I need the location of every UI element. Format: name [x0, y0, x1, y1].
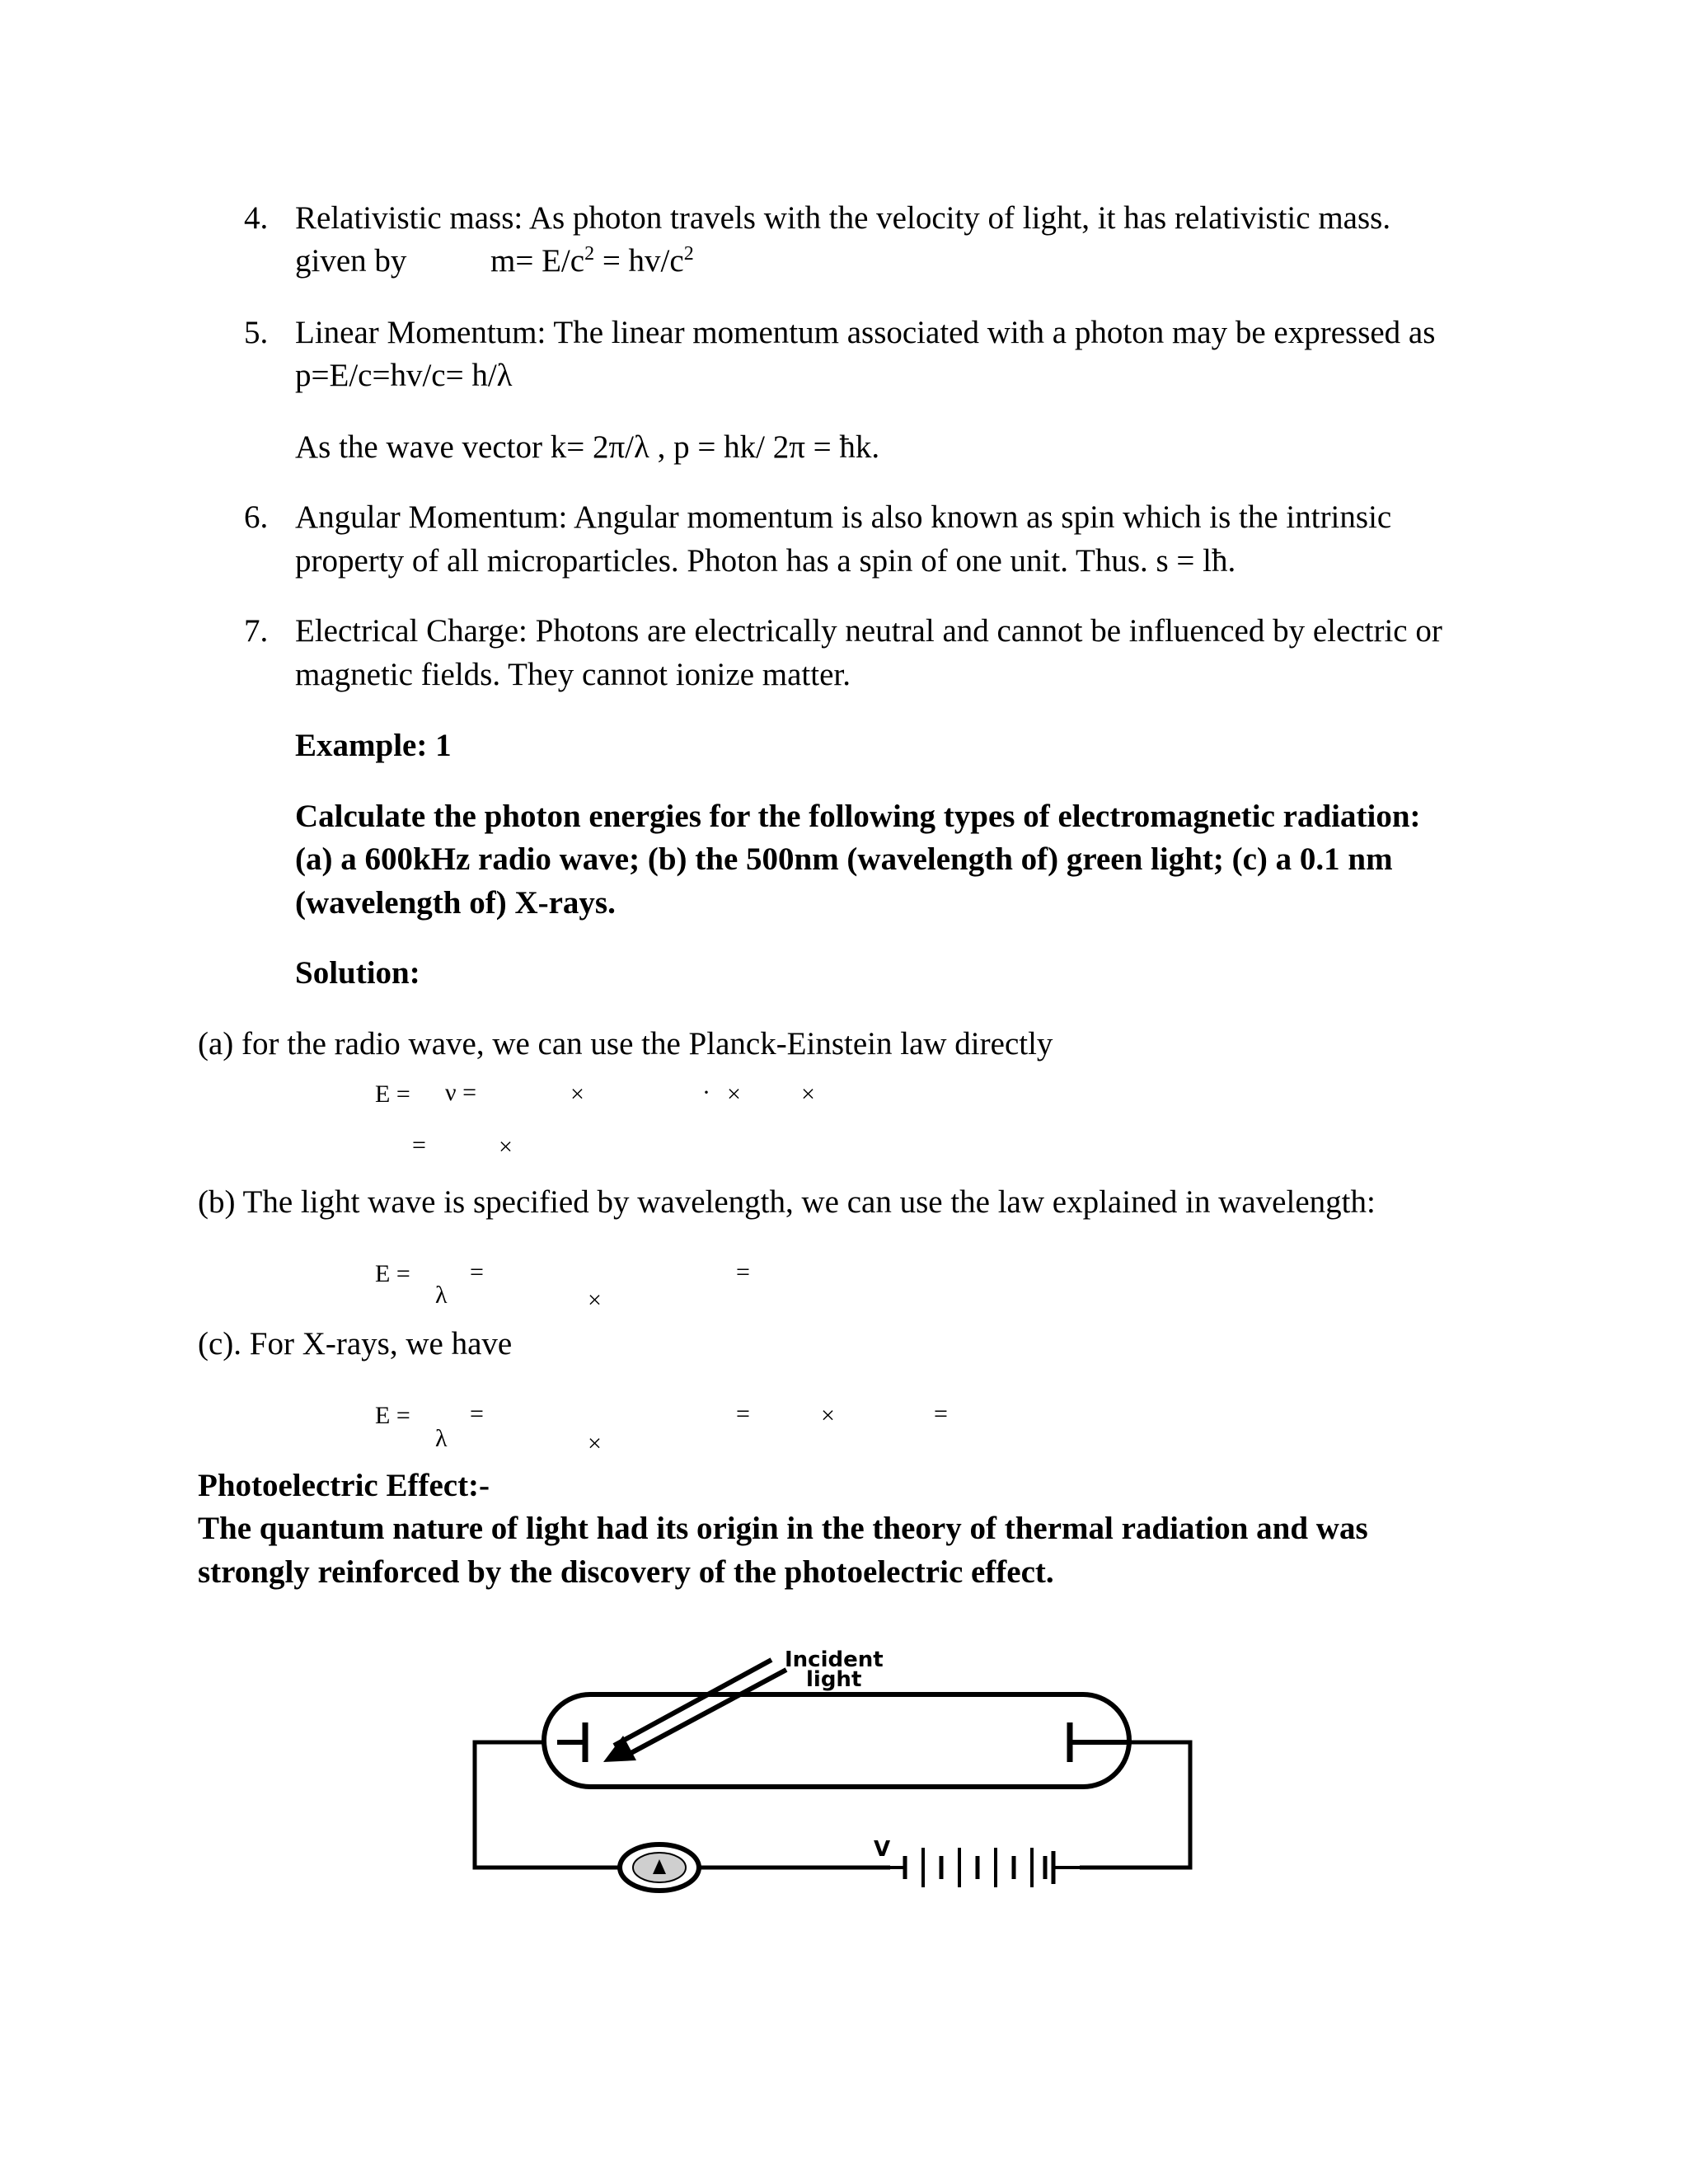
part-c-eq-2: = [736, 1400, 750, 1427]
photoelectric-line1: The quantum nature of light had its origin in the theory of thermal radiation and was [198, 1511, 1368, 1546]
item-5-line3: As the wave vector k= 2π/λ , p = hk/ 2π = ħk. [295, 429, 880, 465]
item-6-number: 6. [244, 499, 269, 535]
part-c-lambda: λ [435, 1425, 448, 1452]
item-5-line2: p=E/c=hv/c= h/λ [295, 358, 513, 393]
part-a-times-3: × [801, 1080, 815, 1108]
item-4-number: 4. [244, 200, 269, 236]
part-a-eq-2: = [412, 1132, 426, 1159]
part-b-eq-1: = [470, 1258, 484, 1286]
photoelectric-line2: strongly reinforced by the discovery of the photoelectric effect. [198, 1554, 1054, 1590]
voltage-label: V [874, 1837, 891, 1862]
item-7-line1: Electrical Charge: Photons are electrically neutral and cannot be influenced by electric or [295, 613, 1442, 649]
example-question-line2: (a) a 600kHz radio wave; (b) the 500nm (wavelength of) green light; (c) a 0.1 nm [295, 841, 1393, 877]
item-5-number: 5. [244, 315, 269, 350]
item-4-line2-lead: given by [295, 243, 407, 279]
part-a-times-2: × [727, 1080, 741, 1108]
vacuum-tube [544, 1694, 1129, 1787]
part-a-nu-eq: ν = [445, 1079, 476, 1106]
part-c-times-1: × [588, 1430, 602, 1457]
item-5-line1: Linear Momentum: The linear momentum associated with a photon may be expressed as [295, 315, 1436, 350]
item-6-line1: Angular Momentum: Angular momentum is also known as spin which is the intrinsic [295, 499, 1392, 535]
formula-m: m= E/c [490, 243, 585, 279]
photoelectric-apparatus-diagram [462, 1640, 1319, 1920]
part-b-eq-2: = [736, 1258, 750, 1286]
item-4-line1: Relativistic mass: As photon travels with the velocity of light, it has relativistic mass. [295, 200, 1391, 236]
example-question-line1: Calculate the photon energies for the following types of electromagnetic radiation: [295, 799, 1421, 834]
solution-heading: Solution: [295, 955, 420, 991]
example-question-line3: (wavelength of) X-rays. [295, 885, 616, 921]
part-c-text: (c). For X-rays, we have [198, 1326, 513, 1361]
part-c-eq-1: = [470, 1400, 484, 1427]
part-b-E-eq: E = [375, 1260, 410, 1287]
part-b-lambda: λ [435, 1282, 448, 1309]
part-a-text: (a) for the radio wave, we can use the Planck-Einstein law directly [198, 1026, 1053, 1062]
formula-exp-1: 2 [584, 243, 595, 265]
formula-exp-2: 2 [683, 243, 694, 265]
part-a-E-eq: E = [375, 1080, 410, 1108]
item-7-number: 7. [244, 613, 269, 649]
formula-mid: = hv/c [594, 243, 684, 279]
circuit-wire-right [1080, 1742, 1190, 1868]
part-a-times-4: × [499, 1133, 513, 1160]
part-c-times-2: × [821, 1402, 835, 1429]
part-c-eq-3: = [934, 1400, 948, 1427]
example-heading: Example: 1 [295, 728, 452, 763]
incident-light-label-line2: light [806, 1667, 862, 1692]
relativistic-mass-formula [490, 245, 694, 277]
item-7-line2: magnetic fields. They cannot ionize matter. [295, 657, 851, 692]
part-b-text: (b) The light wave is specified by wavelength, we can use the law explained in wavelength: [198, 1184, 1376, 1220]
incident-light-ray-2 [626, 1670, 786, 1755]
incident-light-ray-1 [614, 1660, 771, 1746]
item-6-line2: property of all microparticles. Photon has a spin of one unit. Thus. s = lħ. [295, 543, 1236, 579]
part-a-dot: · [702, 1079, 710, 1106]
part-a-times-1: × [570, 1080, 584, 1108]
part-c-E-eq: E = [375, 1402, 410, 1429]
photoelectric-heading: Photoelectric Effect:- [198, 1468, 490, 1503]
part-b-times: × [588, 1286, 602, 1314]
incident-light-label-line1: Incident [785, 1647, 884, 1672]
